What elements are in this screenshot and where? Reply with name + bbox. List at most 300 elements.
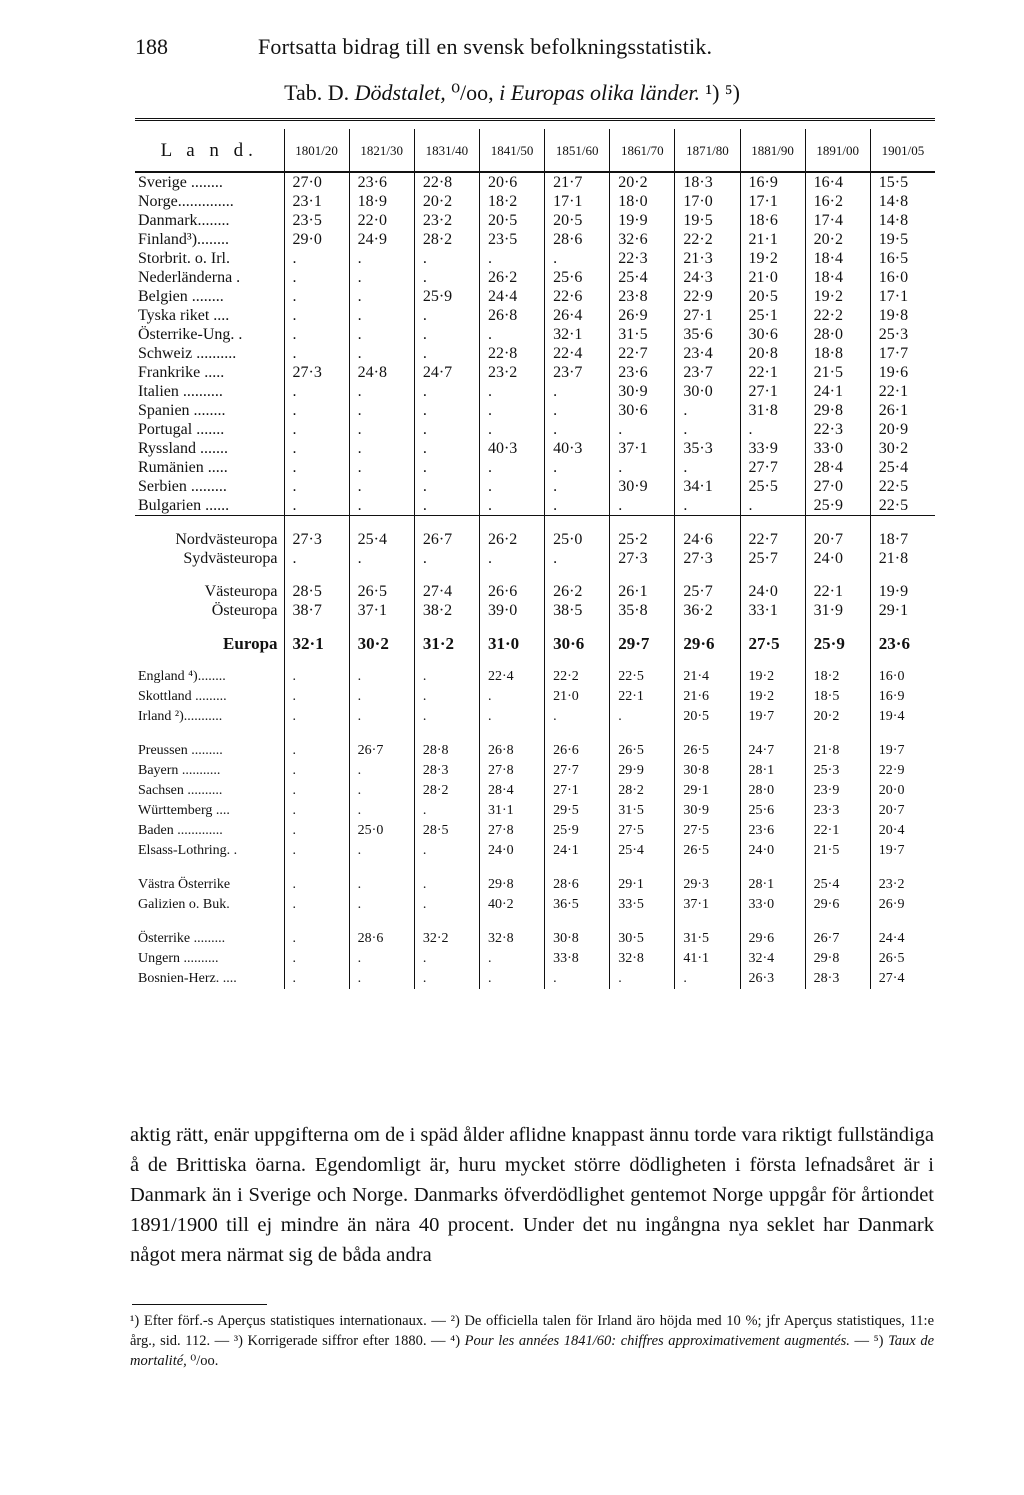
table-cell: 19·6 [870, 363, 935, 382]
table-cell: 17·1 [740, 192, 805, 211]
country-label: Tyska riket .... [138, 307, 230, 324]
table-cell: 26·3 [740, 969, 805, 989]
table-cell: . [479, 969, 544, 989]
table-cell: 14·8 [870, 192, 935, 211]
country-label: Östeuropa [211, 602, 278, 619]
table-cell: 20·7 [870, 801, 935, 821]
table-cell: . [414, 549, 479, 568]
table-cell: . [349, 477, 414, 496]
table-cell: 22·1 [870, 382, 935, 401]
table-cell: . [414, 841, 479, 861]
table-cell: 20·5 [675, 707, 740, 727]
table-row [135, 420, 935, 439]
table-cell: 29·1 [675, 781, 740, 801]
table-cell: 28·3 [414, 761, 479, 781]
table-cell: 20·5 [740, 287, 805, 306]
table-cell: 28·2 [610, 781, 675, 801]
table-cell: 16·2 [805, 192, 870, 211]
table-cell: . [479, 949, 544, 969]
table-cell: 27·7 [545, 761, 610, 781]
country-label: Elsass-Lothring. . [138, 843, 238, 858]
country-label: Sverige ........ [138, 174, 223, 191]
table-cell: . [349, 781, 414, 801]
table-cell: . [349, 382, 414, 401]
table-title [0, 80, 1024, 106]
table-cell: . [349, 268, 414, 287]
table-cell: . [349, 949, 414, 969]
table-cell: 23·4 [675, 344, 740, 363]
table-cell: . [414, 439, 479, 458]
table-cell: . [414, 344, 479, 363]
table-cell: . [545, 382, 610, 401]
table-cell: 20·5 [545, 211, 610, 230]
table-cell: . [349, 549, 414, 568]
column-header-period: 1891/00 [805, 129, 870, 172]
table-cell: . [284, 781, 349, 801]
table-cell: 28·1 [740, 875, 805, 895]
table-cell: 29·8 [805, 401, 870, 420]
footnote-text-2: — ⁵) [854, 1333, 884, 1349]
table-cell: . [284, 344, 349, 363]
table-cell: 26·7 [349, 741, 414, 761]
group-spacer [135, 516, 935, 531]
table-cell: 24·0 [740, 582, 805, 601]
table-cell: 27·1 [675, 306, 740, 325]
table-cell: 29·1 [610, 875, 675, 895]
table-cell: 16·9 [740, 172, 805, 192]
table-cell: . [284, 549, 349, 568]
table-cell: 23·8 [610, 287, 675, 306]
mortality-table [135, 118, 935, 989]
table-cell: 22·5 [870, 477, 935, 496]
table-cell: 25·4 [610, 841, 675, 861]
table-cell: 23·2 [414, 211, 479, 230]
table-cell: 28·0 [740, 781, 805, 801]
table-cell: 32·4 [740, 949, 805, 969]
table-cell: 28·2 [414, 230, 479, 249]
table-cell: 31·8 [740, 401, 805, 420]
table-cell: . [414, 420, 479, 439]
table-cell: 27·3 [284, 530, 349, 549]
table-cell: . [414, 667, 479, 687]
table-row [135, 895, 935, 915]
table-cell: . [284, 496, 349, 516]
table-cell: . [675, 420, 740, 439]
table-cell: . [414, 496, 479, 516]
table-cell: 22·3 [805, 420, 870, 439]
table-cell: 32·1 [545, 325, 610, 344]
table-cell: 20·6 [479, 172, 544, 192]
country-label: Serbien ......... [138, 478, 227, 495]
table-cell: 29·0 [284, 230, 349, 249]
table-cell: . [284, 687, 349, 707]
table-row [135, 382, 935, 401]
table-cell: 22·1 [805, 821, 870, 841]
country-label: Spanien ........ [138, 402, 226, 419]
table-cell: 25·4 [870, 458, 935, 477]
table-cell: 27·4 [870, 969, 935, 989]
table-cell: 22·2 [805, 306, 870, 325]
table-row [135, 211, 935, 230]
table-cell: 28·0 [805, 325, 870, 344]
table-cell: . [479, 477, 544, 496]
table-cell: 23·5 [479, 230, 544, 249]
table-cell: . [284, 287, 349, 306]
table-cell: 25·3 [805, 761, 870, 781]
footnote-italic-1: Pour les années 1841/60: chiffres approximativement augmentés. [464, 1333, 850, 1349]
table-cell: 26·6 [479, 582, 544, 601]
table-cell: . [284, 875, 349, 895]
table-cell: . [414, 401, 479, 420]
footnotes [130, 1311, 934, 1371]
table-cell: 35·6 [675, 325, 740, 344]
table-cell: 25·4 [610, 268, 675, 287]
table-cell: 26·9 [870, 895, 935, 915]
table-cell: . [284, 667, 349, 687]
table-cell: 23·9 [805, 781, 870, 801]
table-cell: 24·8 [349, 363, 414, 382]
running-title: Fortsatta bidrag till en svensk befolkningsstatistik. [258, 34, 713, 59]
table-cell: 19·5 [870, 230, 935, 249]
table-cell: 16·0 [870, 667, 935, 687]
table-row [135, 707, 935, 727]
table-cell: 26·1 [870, 401, 935, 420]
table-cell: . [479, 458, 544, 477]
table-label: Tab. D. [284, 80, 350, 105]
table-cell: 30·6 [545, 634, 610, 653]
table-row [135, 969, 935, 989]
table-cell: . [349, 969, 414, 989]
table-cell: 25·9 [805, 634, 870, 653]
country-label: Nederländerna . [138, 269, 241, 286]
table-cell: 24·0 [805, 549, 870, 568]
table-cell: 24·7 [740, 741, 805, 761]
country-label: England ⁴)........ [138, 669, 226, 684]
table-cell: 26·5 [610, 741, 675, 761]
table-cell: . [414, 687, 479, 707]
table-cell: 22·9 [675, 287, 740, 306]
table-cell: 18·2 [805, 667, 870, 687]
table-cell: 18·4 [805, 268, 870, 287]
column-header-period: 1861/70 [610, 129, 675, 172]
country-label: Baden ............. [138, 823, 223, 838]
table-header-row [135, 129, 935, 172]
table-cell: . [284, 306, 349, 325]
table-cell: 30·9 [610, 382, 675, 401]
table-cell: 27·1 [545, 781, 610, 801]
country-label: Preussen ......... [138, 743, 223, 758]
country-label: Württemberg .... [138, 803, 230, 818]
table-cell: . [284, 325, 349, 344]
table-cell: . [349, 420, 414, 439]
table-cell: . [675, 401, 740, 420]
table-cell: 28·3 [805, 969, 870, 989]
table-cell: 28·5 [414, 821, 479, 841]
table-cell: . [610, 420, 675, 439]
country-label: Österrike ......... [138, 931, 226, 946]
table-cell: 16·9 [870, 687, 935, 707]
table-cell: 29·8 [479, 875, 544, 895]
table-cell: . [349, 344, 414, 363]
table-cell: 19·9 [610, 211, 675, 230]
table-cell: 26·4 [545, 306, 610, 325]
table-cell: 22·5 [610, 667, 675, 687]
table-cell: 26·1 [610, 582, 675, 601]
table-cell: 19·7 [740, 707, 805, 727]
table-title-scope: i Europas olika länder. [499, 80, 700, 105]
group-spacer [135, 568, 935, 582]
table-cell: 25·2 [610, 530, 675, 549]
table-cell: . [675, 969, 740, 989]
table-row [135, 549, 935, 568]
table-cell: 24·1 [545, 841, 610, 861]
table-cell: 28·4 [479, 781, 544, 801]
table-cell: 24·1 [805, 382, 870, 401]
table-cell: 21·0 [545, 687, 610, 707]
table-cell: 31·0 [479, 634, 544, 653]
country-label: Italien .......... [138, 383, 223, 400]
table-cell: . [545, 249, 610, 268]
table-cell: 25·7 [675, 582, 740, 601]
country-label: Nordvästeuropa [175, 531, 278, 548]
table-cell: 23·6 [740, 821, 805, 841]
table-cell: . [349, 687, 414, 707]
table-cell: 28·5 [284, 582, 349, 601]
table-cell: 33·0 [805, 439, 870, 458]
table-cell: . [610, 458, 675, 477]
table-cell: 36·5 [545, 895, 610, 915]
table-cell: 38·5 [545, 601, 610, 620]
table-cell: 25·9 [414, 287, 479, 306]
table-cell: 29·9 [610, 761, 675, 781]
table-cell: . [284, 439, 349, 458]
group-spacer [135, 620, 935, 634]
table-cell: 19·2 [740, 687, 805, 707]
column-header-period: 1881/90 [740, 129, 805, 172]
table-row [135, 761, 935, 781]
table-cell: 29·3 [675, 875, 740, 895]
table-cell: . [545, 496, 610, 516]
table-cell: . [545, 707, 610, 727]
table-cell: 22·4 [479, 667, 544, 687]
column-header-period: 1871/80 [675, 129, 740, 172]
table-cell: 27·5 [740, 634, 805, 653]
table-row [135, 172, 935, 192]
table-cell: . [414, 249, 479, 268]
table-cell: . [349, 287, 414, 306]
group-spacer [135, 861, 935, 875]
table-cell: . [284, 458, 349, 477]
table-row [135, 249, 935, 268]
table-cell: 24·4 [870, 929, 935, 949]
table-cell: 29·6 [675, 634, 740, 653]
table-cell: 23·6 [610, 363, 675, 382]
table-row [135, 325, 935, 344]
table-cell: . [479, 549, 544, 568]
table-cell: 21·8 [805, 741, 870, 761]
country-label: Norge.............. [138, 193, 234, 210]
table-cell: . [414, 382, 479, 401]
table-cell: . [610, 496, 675, 516]
table-cell: 32·6 [610, 230, 675, 249]
table-cell: . [349, 439, 414, 458]
table-row [135, 363, 935, 382]
column-header-period: 1851/60 [545, 129, 610, 172]
table-cell: 24·0 [740, 841, 805, 861]
table-cell: 23·6 [870, 634, 935, 653]
country-label: Bosnien-Herz. .... [138, 971, 237, 986]
table-cell: 25·9 [545, 821, 610, 841]
table-cell: 20·4 [870, 821, 935, 841]
table-cell: 30·2 [349, 634, 414, 653]
table-cell: 29·6 [805, 895, 870, 915]
table-title-unit: ⁰/oo, [451, 80, 494, 105]
table-cell: 36·2 [675, 601, 740, 620]
table-cell: 22·6 [545, 287, 610, 306]
table-cell: 28·6 [545, 875, 610, 895]
table-cell: . [284, 382, 349, 401]
table-cell: . [349, 841, 414, 861]
table-cell: . [414, 477, 479, 496]
table-title-main: Dödstalet, [354, 80, 446, 105]
table-cell: . [545, 969, 610, 989]
page-header [135, 34, 935, 64]
table-cell: 33·5 [610, 895, 675, 915]
table-cell: 22·1 [805, 582, 870, 601]
table-cell: . [414, 949, 479, 969]
country-label: Västra Österrike [138, 877, 231, 892]
table-row [135, 439, 935, 458]
table-cell: . [284, 420, 349, 439]
country-label: Schweiz .......... [138, 345, 237, 362]
table-cell: 30·2 [870, 439, 935, 458]
table-cell: 24·3 [675, 268, 740, 287]
table-cell: 30·5 [610, 929, 675, 949]
table-cell: 27·8 [479, 821, 544, 841]
column-header-period: 1821/30 [349, 129, 414, 172]
table-cell: . [349, 707, 414, 727]
table-cell: 25·3 [870, 325, 935, 344]
table-cell: 29·5 [545, 801, 610, 821]
table-cell: 39·0 [479, 601, 544, 620]
table-cell: . [545, 477, 610, 496]
page-number: 188 [135, 34, 168, 59]
footnote-text-1: ¹) Efter förf.-s Aperçus statistiques internationaux. — ²) De officiella talen för Irland äro höjda med 10 %; jfr Aperçus statistiques, 11:e årg., sid. 112. — ³) Korrigerade siffror efter 1880. — ⁴) [130, 1313, 934, 1349]
table-cell: . [349, 458, 414, 477]
table-row [135, 875, 935, 895]
table-cell: 25·1 [740, 306, 805, 325]
table-cell: . [284, 801, 349, 821]
table-cell: 19·7 [870, 841, 935, 861]
table-row [135, 287, 935, 306]
table-cell: 26·2 [479, 530, 544, 549]
table-cell: . [740, 420, 805, 439]
country-label: Rumänien ..... [138, 459, 228, 476]
table-cell: 25·9 [805, 496, 870, 516]
table-cell: . [479, 401, 544, 420]
table-cell: 20·8 [740, 344, 805, 363]
table-cell: 29·7 [610, 634, 675, 653]
table-cell: . [479, 496, 544, 516]
table-cell: 22·9 [870, 761, 935, 781]
table-cell: 19·2 [740, 667, 805, 687]
table-row [135, 801, 935, 821]
table-cell: 24·7 [414, 363, 479, 382]
table-cell: 25·5 [740, 477, 805, 496]
table-cell: . [414, 801, 479, 821]
table-cell: 25·0 [545, 530, 610, 549]
table-cell: 25·7 [740, 549, 805, 568]
table-cell: 20·2 [414, 192, 479, 211]
table-cell: 23·3 [805, 801, 870, 821]
table-cell: . [414, 707, 479, 727]
country-label: Ryssland ....... [138, 440, 229, 457]
table-cell: 19·4 [870, 707, 935, 727]
table-cell: 22·8 [479, 344, 544, 363]
table-cell: 22·1 [610, 687, 675, 707]
table-cell: 22·0 [349, 211, 414, 230]
table-row [135, 781, 935, 801]
table-cell: 28·4 [805, 458, 870, 477]
table-row [135, 634, 935, 653]
table-cell: 23·5 [284, 211, 349, 230]
table-cell: 14·8 [870, 211, 935, 230]
table-cell: 27·4 [414, 582, 479, 601]
table-cell: . [284, 741, 349, 761]
table-cell: 20·2 [610, 172, 675, 192]
table-cell: 31·2 [414, 634, 479, 653]
table-cell: . [675, 496, 740, 516]
table-cell: 21·7 [545, 172, 610, 192]
table-cell: . [545, 549, 610, 568]
table-cell: 21·3 [675, 249, 740, 268]
table-cell: 22·1 [740, 363, 805, 382]
table-cell: 25·6 [740, 801, 805, 821]
country-label: Västeuropa [204, 583, 278, 600]
table-cell: 19·2 [740, 249, 805, 268]
table-cell: . [349, 496, 414, 516]
table-cell: 29·8 [805, 949, 870, 969]
country-label: Sachsen .......... [138, 783, 223, 798]
group-spacer [135, 653, 935, 667]
table-cell: 18·7 [870, 530, 935, 549]
table-cell: . [349, 306, 414, 325]
table-row [135, 458, 935, 477]
table-cell: 26·9 [610, 306, 675, 325]
table-cell: 16·4 [805, 172, 870, 192]
table-cell: 23·7 [675, 363, 740, 382]
country-label: Storbrit. o. Irl. [138, 250, 230, 267]
table-row [135, 344, 935, 363]
table-cell: 22·3 [610, 249, 675, 268]
table-cell: 17·1 [870, 287, 935, 306]
table-cell: 22·5 [870, 496, 935, 516]
table-cell: 19·8 [870, 306, 935, 325]
table-cell: 22·7 [740, 530, 805, 549]
table-cell: 22·2 [675, 230, 740, 249]
table-cell: 30·6 [610, 401, 675, 420]
table-cell: 21·0 [740, 268, 805, 287]
table-cell: 26·5 [675, 741, 740, 761]
table-cell: . [284, 929, 349, 949]
table-row [135, 949, 935, 969]
table-cell: 16·0 [870, 268, 935, 287]
table-cell: 28·1 [740, 761, 805, 781]
country-label: Belgien ........ [138, 288, 224, 305]
table-cell: 32·8 [610, 949, 675, 969]
table-cell: . [284, 761, 349, 781]
table-cell: . [414, 325, 479, 344]
